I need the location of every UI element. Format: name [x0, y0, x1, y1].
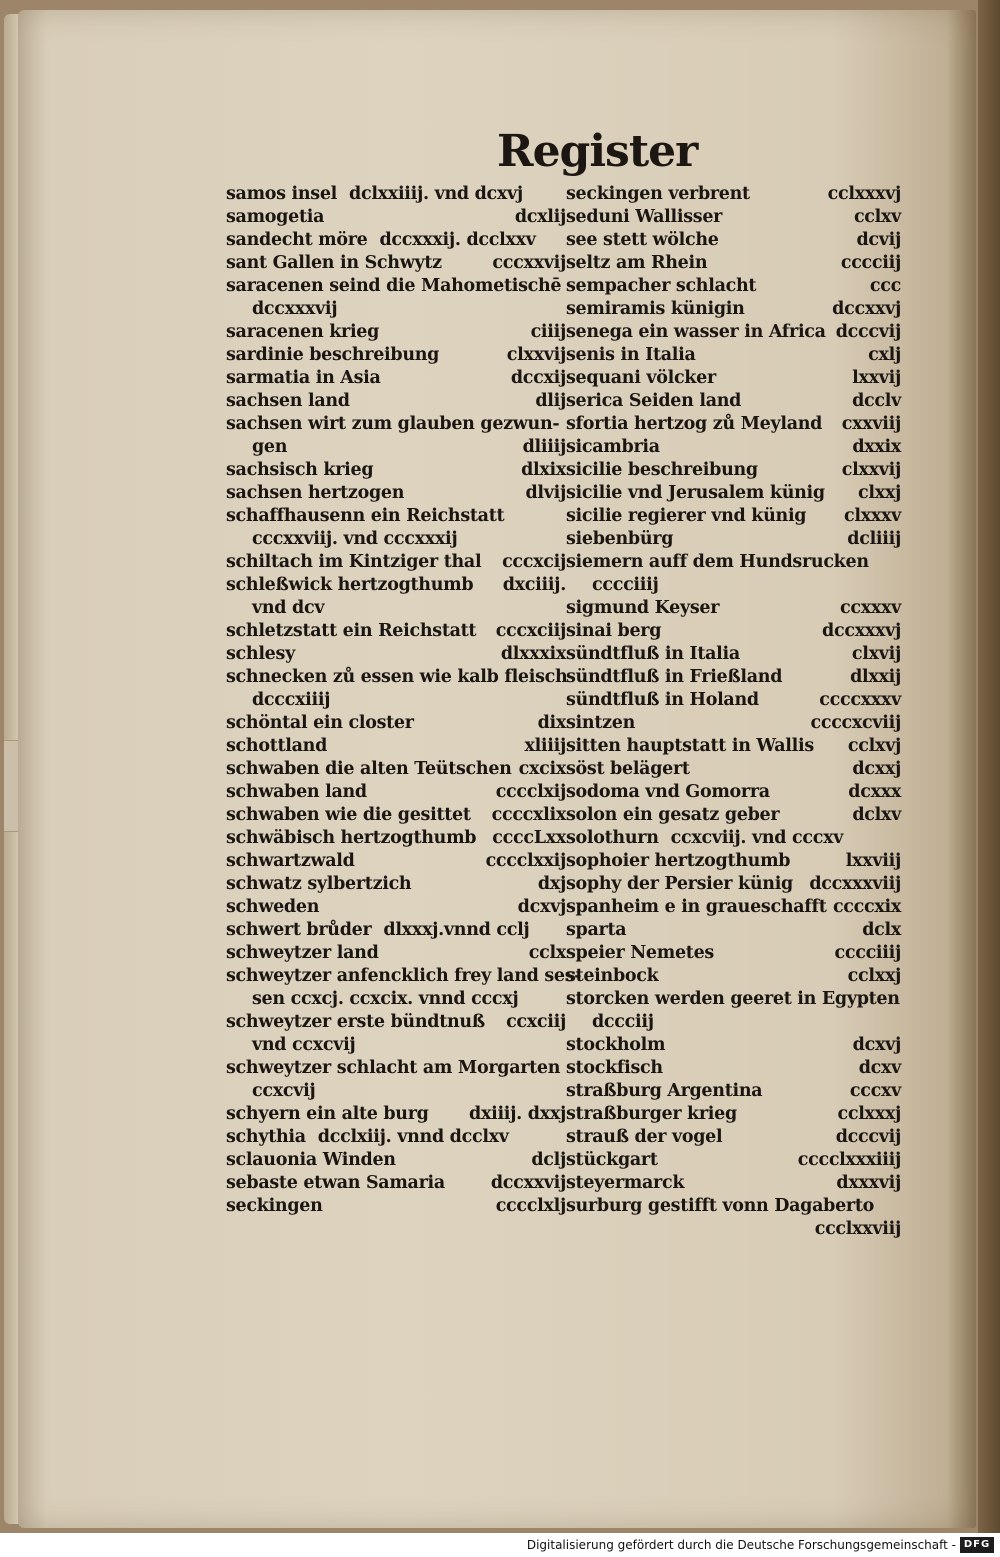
register-entry — [226, 735, 566, 758]
register-entry — [226, 229, 566, 252]
register-entry — [566, 758, 901, 781]
register-entry — [566, 781, 901, 804]
register-entry — [226, 1011, 566, 1034]
entry-page-ref: dcxv — [858, 1058, 901, 1078]
register-entry — [566, 298, 901, 321]
register-entry — [566, 666, 901, 689]
register-entry — [226, 413, 566, 436]
entry-term: sachsen wirt zum glauben gezwun- — [226, 414, 560, 434]
register-entry — [566, 804, 901, 827]
entry-page-ref: dix — [537, 713, 566, 733]
entry-term: surburg gestifft vonn Dagaberto — [566, 1196, 875, 1216]
register-entry — [226, 275, 566, 298]
entry-term: söst belägert — [566, 759, 690, 779]
entry-term: seckingen — [226, 1196, 323, 1216]
register-entry — [226, 321, 566, 344]
entry-term: strauß der vogel — [566, 1127, 723, 1147]
register-entry — [226, 896, 566, 919]
entry-page-ref: dlij — [535, 391, 566, 411]
register-entry — [566, 275, 901, 298]
entry-term: sicambria — [566, 437, 660, 457]
entry-term: sparta — [566, 920, 627, 940]
entry-term: sachsisch krieg — [226, 460, 374, 480]
entry-term: stückgart — [566, 1150, 658, 1170]
entry-term: sigmund Keyser — [566, 598, 720, 618]
entry-page-ref: dcclv — [852, 391, 901, 411]
entry-term: seckingen verbrent — [566, 184, 750, 204]
entry-term: schweytzer erste bündtnuß — [226, 1012, 485, 1032]
entry-term: sachsen land — [226, 391, 350, 411]
entry-page-ref: cccxxvij — [492, 253, 566, 273]
entry-term: speier Nemetes — [566, 943, 714, 963]
entry-term: schweytzer land — [226, 943, 379, 963]
register-entry — [566, 643, 901, 666]
register-entry — [566, 988, 901, 1011]
entry-page-ref: clxvij — [851, 644, 901, 664]
entry-page-ref: ccccxix — [832, 897, 901, 917]
entry-page-ref: dcclxiij. vnnd dcclxv — [317, 1127, 509, 1147]
entry-term: saracenen krieg — [226, 322, 380, 342]
entry-page-ref: dxciiij. — [502, 575, 566, 595]
register-entry — [226, 965, 582, 988]
register-entry — [226, 988, 566, 1011]
entry-page-ref: cclxxxj — [837, 1104, 901, 1124]
entry-page-ref: cccclxxij — [485, 851, 566, 871]
entry-term: schweytzer anfencklich frey land ses- — [226, 966, 582, 986]
entry-term: sicilie regierer vnd künig — [566, 506, 807, 526]
register-entry — [566, 896, 901, 919]
register-entry — [566, 1057, 901, 1080]
entry-term: sitten hauptstatt in Wallis — [566, 736, 814, 756]
entry-term: schletzstatt ein Reichstatt — [226, 621, 477, 641]
entry-page-ref: dccxxxij. dcclxxv — [379, 230, 536, 250]
entry-page-ref: lxxviij — [845, 851, 901, 871]
register-entry — [566, 712, 901, 735]
entry-term: schyern ein alte burg — [226, 1104, 429, 1124]
entry-term: see stett wölche — [566, 230, 719, 250]
entry-page-ref: ccccxcviij — [810, 713, 901, 733]
entry-term: straßburger krieg — [566, 1104, 737, 1124]
entry-term: sophy der Persier künig — [566, 874, 793, 894]
register-entry — [226, 1057, 566, 1080]
register-entry — [566, 367, 901, 390]
register-entry — [226, 459, 566, 482]
entry-term: sen ccxcj. ccxcix. vnnd cccxj — [252, 989, 519, 1009]
entry-term: schleßwick hertzogthumb — [226, 575, 474, 595]
entry-page-ref: lxxvij — [852, 368, 901, 388]
register-entry — [566, 183, 901, 206]
register-entry — [566, 229, 901, 252]
entry-term: dccxxxvij — [252, 299, 338, 319]
register-entry — [566, 1080, 901, 1103]
entry-page-ref: dccxij — [510, 368, 566, 388]
register-entry — [226, 206, 566, 229]
register-entry — [226, 1034, 566, 1057]
entry-term: senis in Italia — [566, 345, 696, 365]
register-entry — [566, 1126, 901, 1149]
entry-page-ref: dxxxvij — [836, 1173, 901, 1193]
footer-credit: Digitalisierung gefördert durch die Deutsche Forschungsgemeinschaft - — [526, 1538, 956, 1552]
entry-term: schöntal ein closter — [226, 713, 414, 733]
entry-page-ref: dxiiij. dxxj — [469, 1104, 566, 1124]
register-entry — [566, 252, 901, 275]
register-entry — [226, 804, 566, 827]
entry-page-ref: cccxciij — [495, 621, 566, 641]
register-entry — [566, 1218, 901, 1241]
entry-term: sfortia hertzog zů Meyland — [566, 414, 823, 434]
entry-term: sinai berg — [566, 621, 662, 641]
register-entry — [566, 1011, 901, 1034]
register-entry — [226, 666, 566, 689]
entry-term: dcccxiiij — [252, 690, 331, 710]
entry-term: sündtfluß in Frießland — [566, 667, 783, 687]
register-entry — [226, 1195, 566, 1218]
register-entry — [566, 873, 901, 896]
entry-term: sicilie beschreibung — [566, 460, 758, 480]
register-entry — [566, 597, 901, 620]
register-entry — [566, 551, 901, 574]
dfg-logo: DFG — [960, 1537, 994, 1553]
entry-page-ref: cclxvj — [847, 736, 901, 756]
register-entry — [226, 482, 566, 505]
entry-page-ref: ccccxxxv — [819, 690, 901, 710]
entry-page-ref: dcliiij — [847, 529, 901, 549]
page-heading: Register — [497, 126, 698, 177]
entry-page-ref: cccciij — [840, 253, 901, 273]
register-entry — [566, 459, 901, 482]
register-column-right — [566, 183, 901, 1241]
entry-term: sequani völcker — [566, 368, 716, 388]
entry-term: solon ein gesatz geber — [566, 805, 780, 825]
register-entry — [566, 482, 901, 505]
entry-term: cccxxviij. vnd cccxxxij — [252, 529, 458, 549]
entry-page-ref: dliiij — [522, 437, 566, 457]
entry-page-ref: dlxix — [521, 460, 566, 480]
register-entry — [226, 1172, 566, 1195]
register-entry — [566, 689, 901, 712]
entry-term: sachsen hertzogen — [226, 483, 405, 503]
register-entry — [566, 436, 901, 459]
register-entry — [566, 942, 901, 965]
entry-term: sarmatia in Asia — [226, 368, 381, 388]
register-column-left — [226, 183, 582, 1218]
register-entry — [226, 643, 566, 666]
entry-term: schweden — [226, 897, 320, 917]
register-entry — [226, 919, 566, 942]
register-entry — [566, 850, 901, 873]
entry-term: sardinie beschreibung — [226, 345, 440, 365]
entry-page-ref: clxxvij — [506, 345, 566, 365]
entry-page-ref: cccciiij — [834, 943, 901, 963]
register-entry — [226, 827, 566, 850]
entry-term: sicilie vnd Jerusalem künig — [566, 483, 825, 503]
entry-term: schnecken zů essen wie kalb fleisch — [226, 667, 568, 687]
entry-page-ref: cclxxxvj — [827, 184, 901, 204]
register-entry — [226, 390, 566, 413]
entry-term: dccciij — [592, 1012, 654, 1032]
register-entry — [566, 620, 901, 643]
entry-term: serica Seiden land — [566, 391, 742, 411]
entry-term: stockholm — [566, 1035, 666, 1055]
entry-page-ref: cccxcij — [502, 552, 566, 572]
entry-term: schwert brůder dlxxxj.vnnd cclj — [226, 920, 530, 940]
register-entry — [566, 505, 901, 528]
register-entry — [566, 321, 901, 344]
register-entry — [226, 942, 566, 965]
entry-page-ref: ccxcviij. vnd cccxv — [670, 828, 844, 848]
register-entry — [226, 712, 566, 735]
digitization-footer — [0, 1533, 1000, 1557]
entry-page-ref: dlxxxj.vnnd cclj — [383, 920, 530, 940]
entry-term: schiltach im Kintziger thal — [226, 552, 482, 572]
entry-term: vnd ccxcvij — [252, 1035, 356, 1055]
entry-term: schythia dcclxiij. vnnd dcclxv — [226, 1127, 509, 1147]
entry-page-ref: cxcix — [518, 759, 566, 779]
register-entry — [226, 436, 566, 459]
register-entry — [226, 1126, 566, 1149]
register-entry — [566, 1195, 901, 1218]
book-spine — [978, 0, 1000, 1533]
register-entry — [566, 1103, 901, 1126]
entry-page-ref: dcxvj — [852, 1035, 901, 1055]
entry-page-ref: dccxxxvj — [822, 621, 901, 641]
entry-page-ref: ccccLxx — [492, 828, 566, 848]
entry-term: schaffhausenn ein Reichstatt — [226, 506, 505, 526]
entry-term: solothurn ccxcviij. vnd cccxv — [566, 828, 844, 848]
entry-term: cccciiij — [592, 575, 659, 595]
entry-term: saracenen seind die Mahometischē — [226, 276, 562, 296]
register-entry — [226, 505, 566, 528]
register-entry — [226, 1080, 566, 1103]
entry-term: schwaben wie die gesittet — [226, 805, 471, 825]
entry-page-ref: dxxix — [852, 437, 901, 457]
entry-page-ref: dccxxvj — [832, 299, 901, 319]
register-entry — [226, 528, 566, 551]
entry-page-ref: clxxxv — [844, 506, 901, 526]
register-entry — [566, 528, 901, 551]
entry-term: sant Gallen in Schwytz — [226, 253, 442, 273]
entry-term: ccxcvij — [252, 1081, 316, 1101]
entry-page-ref: cccxv — [849, 1081, 901, 1101]
entry-page-ref: dxj — [537, 874, 566, 894]
entry-page-ref: dcccvij — [835, 322, 901, 342]
entry-term: steyermarck — [566, 1173, 685, 1193]
entry-term: schweytzer schlacht am Morgarten — [226, 1058, 561, 1078]
entry-term: spanheim e in graueschafft — [566, 897, 827, 917]
entry-page-ref: dcvij — [856, 230, 901, 250]
entry-page-ref: ciiij — [530, 322, 566, 342]
entry-term: sophoier hertzogthumb — [566, 851, 791, 871]
register-entry — [566, 574, 901, 597]
entry-term: schwartzwald — [226, 851, 355, 871]
entry-term: schwäbisch hertzogthumb — [226, 828, 477, 848]
entry-page-ref: cccclxij — [495, 782, 566, 802]
entry-page-ref: ccccxlix — [491, 805, 566, 825]
entry-term: samogetia — [226, 207, 325, 227]
entry-page-ref: ccc — [869, 276, 901, 296]
entry-page-ref: dcxvj — [517, 897, 566, 917]
register-entry — [226, 1103, 566, 1126]
register-entry — [226, 344, 566, 367]
entry-page-ref: cxlj — [868, 345, 901, 365]
entry-page-ref: ccxciij — [506, 1012, 566, 1032]
register-entry — [226, 252, 566, 275]
entry-term: schottland — [226, 736, 328, 756]
entry-page-ref: dccxxxviij — [809, 874, 901, 894]
register-entry — [566, 390, 901, 413]
register-entry — [226, 367, 566, 390]
entry-page-ref: dlxxij — [850, 667, 901, 687]
entry-term: schwaben land — [226, 782, 367, 802]
entry-term: sündtfluß in Holand — [566, 690, 759, 710]
entry-term: seduni Wallisser — [566, 207, 723, 227]
entry-term: sintzen — [566, 713, 636, 733]
entry-page-ref: cccclxlj — [495, 1196, 566, 1216]
register-entry — [226, 298, 566, 321]
register-entry — [226, 183, 566, 206]
entry-term: ccclxxviij — [814, 1219, 901, 1239]
entry-term: siemern auff dem Hundsrucken — [566, 552, 869, 572]
entry-term: sclauonia Winden — [226, 1150, 396, 1170]
entry-term: schlesy — [226, 644, 295, 664]
register-entry — [566, 1149, 901, 1172]
entry-page-ref: clxxvij — [841, 460, 901, 480]
register-entry — [226, 551, 566, 574]
register-entry — [226, 873, 566, 896]
register-entry — [226, 689, 566, 712]
entry-term: gen — [252, 437, 288, 457]
register-entry — [226, 620, 566, 643]
entry-page-ref: dlvij — [525, 483, 566, 503]
entry-term: stockfisch — [566, 1058, 663, 1078]
entry-term: semiramis künigin — [566, 299, 745, 319]
entry-term: senega ein wasser in Africa — [566, 322, 826, 342]
entry-page-ref: cclxv — [853, 207, 901, 227]
entry-page-ref: dclxv — [852, 805, 901, 825]
register-entry — [226, 758, 566, 781]
entry-term: steinbock — [566, 966, 659, 986]
register-entry — [566, 1172, 901, 1195]
entry-page-ref: xliiij — [524, 736, 566, 756]
entry-page-ref: cxxviij — [841, 414, 901, 434]
register-entry — [566, 735, 901, 758]
entry-term: schwatz sylbertzich — [226, 874, 412, 894]
entry-term: straßburg Argentina — [566, 1081, 763, 1101]
entry-term: vnd dcv — [252, 598, 325, 618]
entry-page-ref: cclxxj — [847, 966, 901, 986]
register-entry — [566, 965, 901, 988]
register-entry — [566, 206, 901, 229]
entry-page-ref: dclx — [862, 920, 901, 940]
entry-page-ref: dcxlij — [514, 207, 566, 227]
register-entry — [566, 919, 901, 942]
entry-page-ref: dclxxiiij. vnd dcxvj — [349, 184, 523, 204]
register-entry — [226, 574, 566, 597]
register-entry — [226, 1149, 566, 1172]
register-entry — [566, 1034, 901, 1057]
entry-page-ref: cclx — [528, 943, 566, 963]
entry-term: sodoma vnd Gomorra — [566, 782, 770, 802]
register-entry — [566, 827, 901, 850]
entry-term: samos insel dclxxiiij. vnd dcxvj — [226, 184, 523, 204]
register-entry — [566, 413, 901, 436]
entry-term: sandecht möre dccxxxij. dcclxxv — [226, 230, 536, 250]
entry-term: siebenbürg — [566, 529, 674, 549]
entry-term: sebaste etwan Samaria — [226, 1173, 445, 1193]
entry-page-ref: ccxxxv — [840, 598, 901, 618]
entry-term: seltz am Rhein — [566, 253, 708, 273]
entry-page-ref: dlxxxix — [500, 644, 566, 664]
entry-term: schwaben die alten Teütschen — [226, 759, 512, 779]
entry-term: sempacher schlacht — [566, 276, 757, 296]
entry-term: storcken werden geeret in Egypten — [566, 989, 900, 1009]
entry-page-ref: clxxj — [857, 483, 901, 503]
entry-page-ref: dcxxx — [848, 782, 901, 802]
register-entry — [226, 597, 566, 620]
entry-page-ref: cccclxxxiiij — [797, 1150, 901, 1170]
register-entry — [226, 850, 566, 873]
entry-page-ref: dcccvij — [835, 1127, 901, 1147]
register-entry — [226, 781, 566, 804]
entry-term: sündtfluß in Italia — [566, 644, 740, 664]
entry-page-ref: dcxxj — [852, 759, 901, 779]
entry-page-ref: dccxxvij — [490, 1173, 566, 1193]
entry-page-ref: dclj — [531, 1150, 566, 1170]
register-entry — [566, 344, 901, 367]
